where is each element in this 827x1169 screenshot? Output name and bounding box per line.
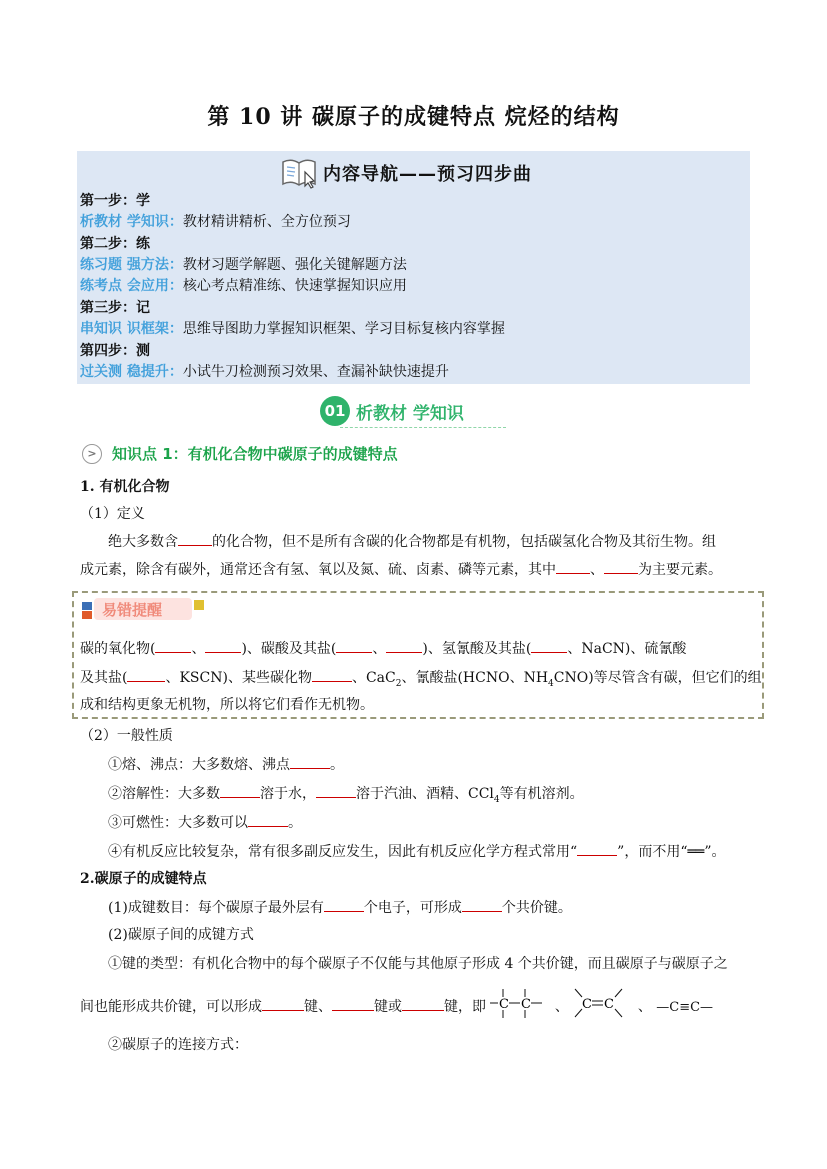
text: 、 (554, 999, 569, 1015)
step1-line (80, 212, 351, 232)
text: )、碳酸及其盐( (241, 641, 337, 657)
step3-desc: 思维导图助力掌握知识框架、学习目标复核内容掌握 (182, 321, 505, 337)
text: 键或 (374, 999, 402, 1015)
step4-label: 第四步：测 (80, 343, 150, 359)
text: 溶于汽油、酒精、CCl (356, 786, 494, 802)
error-tip-badge (82, 596, 206, 622)
section-underline (340, 427, 506, 428)
blank (556, 559, 590, 574)
step2 (80, 234, 150, 254)
connection-heading: ②碳原子的连接方式： (108, 1037, 248, 1053)
text: 。 (288, 815, 302, 831)
carbon-atom: C (582, 997, 593, 1012)
step2b-key: 练考点 会应用： (80, 278, 183, 294)
step1-label: 第一步：学 (80, 193, 150, 209)
nav-title: 内容导航——预习四步曲 (323, 164, 532, 185)
blank (220, 783, 260, 798)
text: 、 (191, 641, 206, 657)
definition-label: （1）定义 (80, 506, 145, 522)
text: 键，即 (444, 999, 486, 1015)
blank (178, 531, 212, 546)
text: 、 (372, 641, 387, 657)
blank (248, 812, 288, 827)
tip-line2 (80, 667, 762, 694)
section-label: 析教材 学知识 (356, 403, 464, 424)
subscript: 4 (548, 678, 554, 689)
property-2 (108, 783, 584, 810)
text: 间也能形成共价键，可以形成 (80, 999, 262, 1015)
step3-key: 串知识 识框架： (80, 321, 183, 337)
property-3 (108, 812, 302, 833)
blank (290, 754, 330, 769)
single-bond-structure (490, 986, 550, 1020)
subscript: 2 (395, 678, 402, 689)
step1 (80, 191, 150, 211)
blank (577, 841, 617, 856)
text: 、 (637, 999, 652, 1015)
step2a-key: 练习题 强方法： (80, 257, 183, 273)
definition-line1 (108, 531, 716, 552)
blank (312, 667, 352, 682)
content-navigation-box (77, 151, 750, 384)
text: )、氢氰酸及其盐( (422, 641, 532, 657)
text: CNO)等尽管含有碳，但它们的组 (553, 670, 762, 686)
text: 个电子，可形成 (363, 900, 462, 916)
blank (402, 996, 444, 1011)
book-icon (279, 156, 319, 190)
text: 键、 (304, 999, 332, 1015)
blank (531, 638, 567, 653)
knowledge-point-heading (82, 443, 398, 464)
text: 、 (590, 562, 604, 578)
blank (205, 638, 241, 653)
page-title: 第 10 讲 碳原子的成键特点 烷烃的结构 (207, 104, 620, 130)
step4-key: 过关测 稳提升： (80, 364, 183, 380)
blank (155, 638, 191, 653)
property-4 (108, 841, 726, 862)
tip-label: 易错提醒 (102, 601, 163, 619)
text: 绝大多数含 (108, 534, 178, 550)
text: 的化合物，但不是所有含碳的化合物都是有机物，包括碳氢化合物及其衍生物。组 (212, 534, 716, 550)
section-number-badge: 01 (320, 396, 350, 426)
bond-mode-heading: (2)碳原子间的成键方式 (108, 927, 254, 943)
blank (604, 559, 638, 574)
tip-line1 (80, 638, 686, 659)
carbon-atom: C (604, 997, 615, 1012)
text: (1)成键数目：每个碳原子最外层有 (108, 900, 324, 916)
blank (332, 996, 374, 1011)
blank (462, 897, 502, 912)
bond-type-line2 (80, 994, 713, 1020)
text: 为主要元素。 (638, 562, 722, 578)
step1-desc: 教材精讲精析、全方位预习 (182, 214, 351, 230)
blank (324, 897, 364, 912)
heading-carbon-bonding: 2.碳原子的成键特点 (80, 871, 207, 887)
carbon-atom: C (499, 997, 510, 1012)
text: 碳的氧化物( (80, 641, 156, 657)
text: 溶于水， (260, 786, 316, 802)
step1-key: 析教材 学知识： (80, 214, 183, 230)
text: 及其盐( (80, 670, 128, 686)
chevron-right-icon: > (82, 444, 102, 464)
text: 、CaC (351, 670, 396, 686)
blank (336, 638, 372, 653)
text: ②溶解性：大多数 (108, 786, 220, 802)
step2a-line (80, 255, 407, 275)
text: 、KSCN)、某些碳化物 (165, 670, 312, 686)
step3-line (80, 319, 505, 339)
section-heading (320, 395, 464, 427)
bond-count-line (108, 897, 572, 918)
blank (127, 667, 165, 682)
properties-label: （2）一般性质 (80, 728, 173, 744)
step3 (80, 298, 150, 318)
step4-desc: 小试牛刀检测预习效果、查漏补缺快速提升 (182, 364, 449, 380)
step2b-desc: 核心考点精准练、快速掌握知识应用 (182, 278, 407, 294)
triple-bond-structure: —C≡C— (656, 1000, 714, 1015)
step2-label: 第二步：练 (80, 236, 150, 252)
knowledge-point-title: 知识点 1：有机化合物中碳原子的成键特点 (112, 445, 398, 463)
blank (386, 638, 422, 653)
heading-organic-compounds: 1. 有机化合物 (80, 479, 170, 495)
blank (316, 783, 356, 798)
text: ①熔、沸点：大多数熔、沸点 (108, 757, 290, 773)
text: ”，而不用“══”。 (617, 844, 726, 860)
text: 。 (330, 757, 344, 773)
text: 成元素，除含有碳外，通常还含有氢、氧以及氮、硫、卤素、磷等元素，其中 (80, 562, 556, 578)
text: 个共价键。 (501, 900, 572, 916)
step4-line (80, 362, 449, 382)
text: 等有机溶剂。 (499, 786, 584, 802)
subscript: 4 (493, 794, 500, 805)
text: ③可燃性：大多数可以 (108, 815, 248, 831)
definition-line2 (80, 559, 722, 580)
nav-header (279, 155, 532, 191)
step4 (80, 341, 150, 361)
bond-type-line: ①键的类型：有机化合物中的每个碳原子不仅能与其他原子形成 4 个共价键，而且碳原子与碳原子之 (108, 956, 728, 972)
step2a-desc: 教材习题学解题、强化关键解题方法 (182, 257, 407, 273)
text: ④有机反应比较复杂，常有很多副反应发生，因此有机反应化学方程式常用“ (108, 844, 578, 860)
double-bond-structure (573, 986, 633, 1020)
carbon-atom: C (521, 997, 532, 1012)
step3-label: 第三步：记 (80, 300, 150, 316)
property-1 (108, 754, 344, 775)
step2b-line (80, 276, 407, 296)
tip-line3: 成和结构更象无机物，所以将它们看作无机物。 (80, 697, 374, 713)
blank (262, 996, 304, 1011)
text: 、NaCN)、硫氰酸 (567, 641, 687, 657)
text: 、氰酸盐(HCNO、NH (401, 670, 549, 686)
